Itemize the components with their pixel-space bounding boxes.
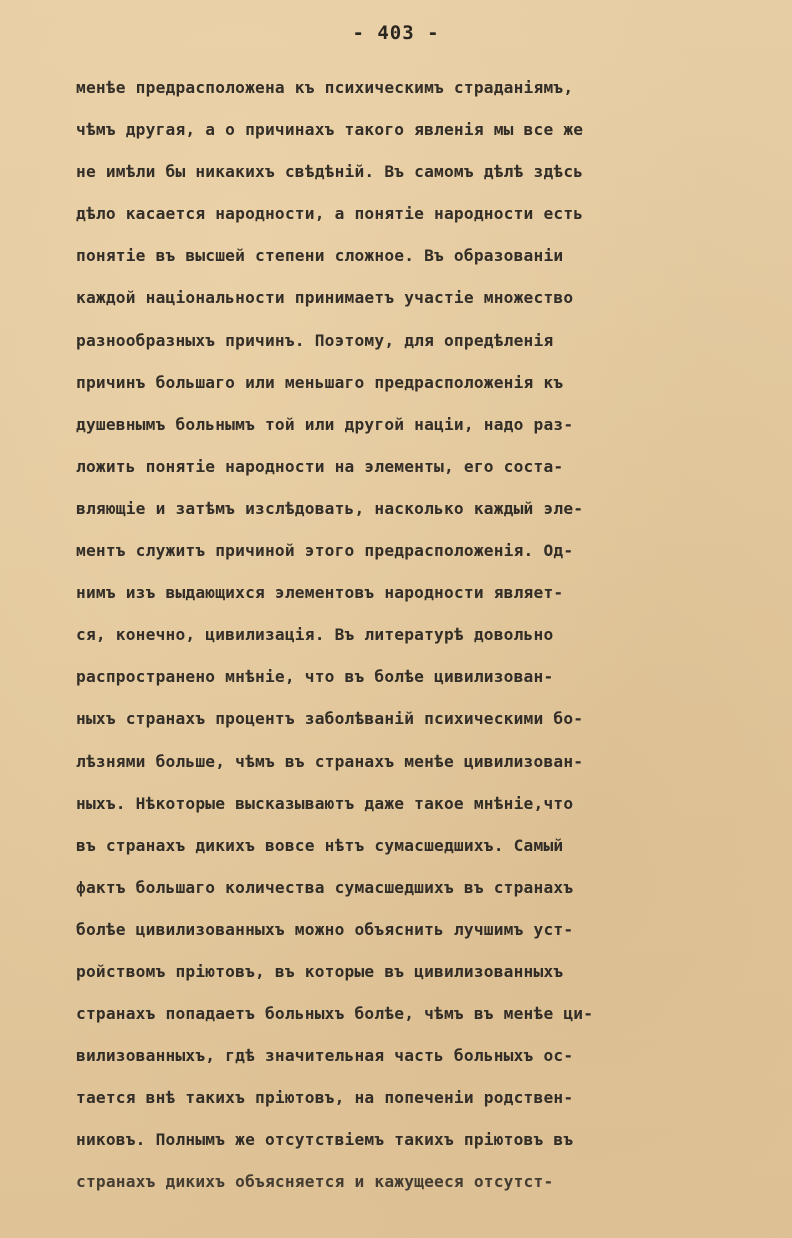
text-line: разнообразныхъ причинъ. Поэтому, для опредѣленiя (76, 330, 554, 350)
text-line: ся, конечно, цивилизацiя. Въ литературѣ довольно (76, 625, 554, 645)
text-line: ментъ служитъ причиной этого предрасположенiя. Од- (76, 541, 574, 561)
text-line: чѣмъ другая, а о причинахъ такого явленiя мы все же (76, 120, 584, 140)
text-line: не имѣли бы никакихъ свѣдѣнiй. Въ самомъ дѣлѣ здѣсь (76, 162, 584, 182)
text-line: ройствомъ прiютовъ, въ которые въ цивилизованныхъ (76, 961, 564, 981)
text-line: странахъ попадаетъ больныхъ болѣе, чѣмъ въ менѣе ци- (76, 1004, 594, 1024)
body-text (76, 74, 756, 1211)
text-line: тается внѣ такихъ прiютовъ, на попеченiи родствен- (76, 1088, 574, 1108)
text-line: болѣе цивилизованныхъ можно объяснить лучшимъ уст- (76, 919, 574, 939)
text-line: распространено мнѣнiе, что въ болѣе цивилизован- (76, 667, 554, 687)
text-line: фактъ большаго количества сумасшедшихъ въ странахъ (76, 877, 574, 897)
text-line: менѣе предрасположена къ психическимъ страданiямъ, (76, 78, 574, 97)
text-line: никовъ. Полнымъ же отсутствiемъ такихъ прiютовъ въ (76, 1130, 574, 1150)
text-line: дѣло касается народности, а понятiе народности есть (76, 204, 584, 224)
text-line: ложить понятiе народности на элементы, его соста- (76, 456, 564, 476)
text-line: понятiе въ высшей степени сложное. Въ образованiи (76, 246, 564, 266)
page-number: - 403 - (352, 22, 440, 44)
text-line: лѣзнями больше, чѣмъ въ странахъ менѣе цивилизован- (76, 751, 584, 771)
text-line: душевнымъ больнымъ той или другой нацiи, надо раз- (76, 414, 574, 434)
text-line: вляющiе и затѣмъ изслѣдовать, насколько каждый эле- (76, 498, 584, 518)
text-line: причинъ большаго или меньшаго предрасположенiя къ (76, 372, 564, 392)
text-line: нимъ изъ выдающихся элементовъ народности являет- (76, 583, 564, 603)
text-line: ныхъ странахъ процентъ заболѣванiй психическими бо- (76, 709, 584, 729)
text-line: вилизованныхъ, гдѣ значительная часть больныхъ ос- (76, 1046, 574, 1066)
text-line: странахъ дикихъ объясняется и кажущееся отсутст- (76, 1172, 554, 1192)
text-line: ныхъ. Нѣкоторые высказываютъ даже такое мнѣнiе,что (76, 793, 574, 813)
text-line: въ странахъ дикихъ вовсе нѣтъ сумасшедшихъ. Самый (76, 835, 564, 855)
text-line: каждой нацiональности принимаетъ участiе множество (76, 288, 574, 308)
